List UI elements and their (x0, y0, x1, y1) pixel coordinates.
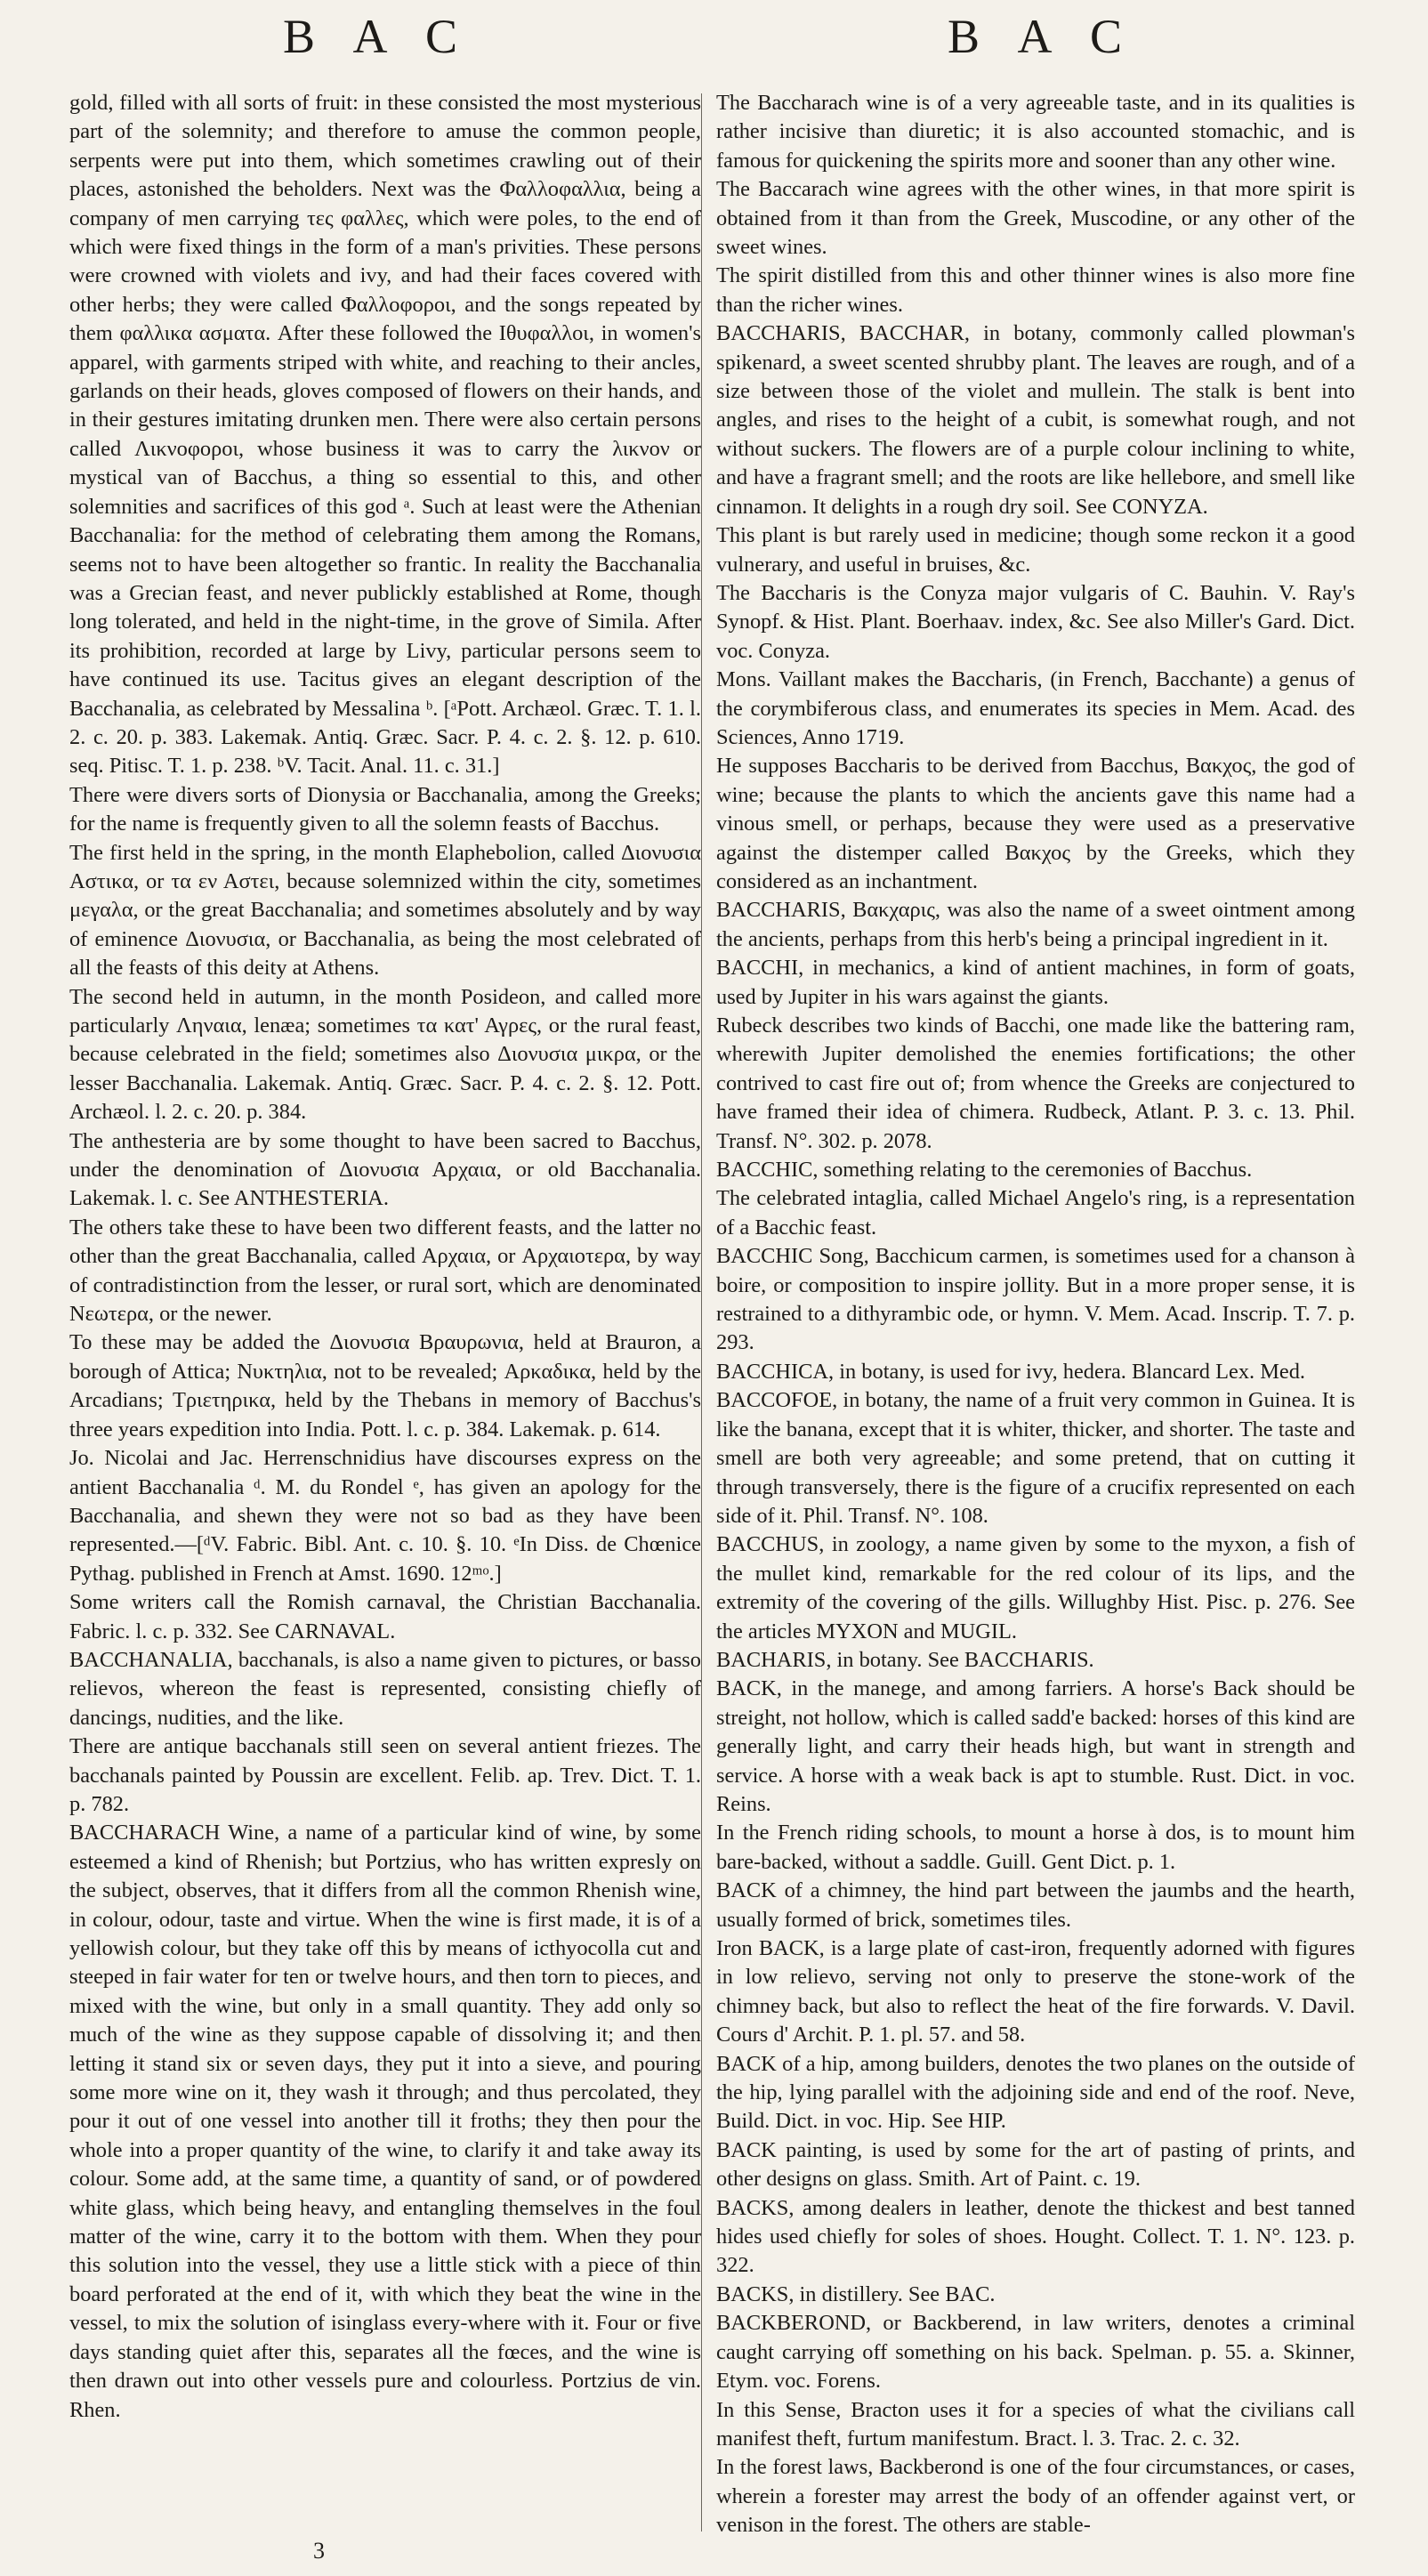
entry-paragraph: The Baccharach wine is of a very agreeable taste, and in its qualities is rather incisive than diuretic; it is also accounted stomachic, and is famous for quickening the spirits more and sooner than any other wine. (716, 91, 1355, 173)
entry-paragraph: BACCHIC Song, Bacchicum carmen, is sometimes used for a chanson à boire, or composition to inspire jollity. But in a more proper sense, it is restrained to a dithyrambic ode, or hymn. V. Mem. Acad. Inscrip. T. 7. p. 293. (716, 1244, 1355, 1355)
entry-paragraph: BACCHANALIA, bacchanals, is also a name given to pictures, or basso relievos, whereon the feast is represented, consisting chiefly of dancings, nudities, and the like. (69, 1647, 701, 1730)
entry-paragraph: BACCHI, in mechanics, a kind of antient machines, in form of goats, used by Jupiter in his wars against the giants. (716, 956, 1355, 1009)
entry-paragraph: This plant is but rarely used in medicine; though some reckon it a good vulnerary, and useful in bruises, &c. (716, 523, 1355, 577)
entry-paragraph: To these may be added the Διονυσια Βραυρωνια, held at Brauron, a borough of Attica; Νυκτηλια, not to be revealed; Αρκαδικα, held by the Arcadians; Τριετηρικα, held by the Thebans in memory of Bacchus's three years expedition into India. Pott. l. c. p. 384. Lakemak. p. 614. (69, 1330, 701, 1441)
right-column (716, 89, 1355, 2540)
entry-paragraph: gold, filled with all sorts of fruit: in these consisted the most mysterious part of the solemnity; and therefore to amuse the common people, serpents were put into them, which sometimes crawling out of their places, astonished the beholders. Next was the Φαλλοφαλλια, being a company of men carrying τες φαλλες, which were poles, to the end of which were fixed things in the form of a man's privities. These persons were crowned with violets and ivy, and had their faces covered with other herbs; they were called Φαλλοφοροι, and the songs repeated by them φαλλικα ασματα. After these followed the Ιθυφαλλοι, in women's apparel, with garments striped with white, and reaching to their ancles, garlands on their heads, gloves composed of flowers on their hands, and in their gestures imitating drunken men. There were also certain persons called Λικνοφοροι, whose business it was to carry the λικνον or mystical van of Bacchus, a thing so essential to this, and other solemnities and sacrifices of this god ᵃ. Such at least were the Athenian Bacchanalia: for the method of celebrating them among the Romans, seems not to have been altogether so frantic. In reality the Bacchanalia was a Grecian feast, and never publickly established at Rome, though long tolerated, and held in the night-time, in the grove of Simila. After its prohibition, recorded at large by Livy, particular persons seem to have continued its use. Tacitus gives an elegant description of the Bacchanalia, as celebrated by Messalina ᵇ. [ᵃPott. Archæol. Græc. T. 1. l. 2. c. 20. p. 383. Lakemak. Antiq. Græc. Sacr. P. 4. c. 2. §. 12. p. 610. seq. Pitisc. T. 1. p. 238. ᵇV. Tacit. Anal. 11. c. 31.] (69, 91, 701, 779)
entry-paragraph: The Baccharis is the Conyza major vulgaris of C. Bauhin. V. Ray's Synopf. & Hist. Plant. Boerhaav. index, &c. See also Miller's Gard. Dict. voc. Conyza. (716, 580, 1355, 663)
entry-paragraph: BACK of a chimney, the hind part between the jaumbs and the hearth, usually formed of brick, sometimes tiles. (716, 1878, 1355, 1932)
entry-paragraph: He supposes Baccharis to be derived from Bacchus, Βακχος, the god of wine; because the plants to which the ancients gave this name had a vinous smell, or perhaps, because they were used as a preservative against the distemper called Βακχος by the Greeks, which they considered as an inchantment. (716, 754, 1355, 893)
entry-paragraph: BACCHARACH Wine, a name of a particular kind of wine, by some esteemed a kind of Rhenish; but Portzius, who has written expresly on the subject, observes, that it differs from all the common Rhenish wine, in colour, odour, taste and virtue. When the wine is first made, it is of a yellowish colour, but they take off this by means of icthyocolla cut and steeped in fair water for ten or twelve hours, and then torn to pieces, and mixed with the wine, but only in a small quantity. They add only so much of the wine as they suppose capable of dissolving it; and then letting it stand six or seven days, they put it into a sieve, and pouring some more wine on it, they wash it through; and thus percolated, they pour it out of one vessel into another till it froths; they then pour the whole into a proper quantity of the wine, to clarify it and take away its colour. Some add, at the same time, a quantity of sand, or of powdered white glass, which being heavy, and entangling themselves in the foul matter of the wine, carry it to the bottom with them. When they pour this solution into the vessel, they use a little stick with a piece of thin board perforated at the end of it, with which they beat the wine in the vessel, to mix the solution of isinglass every-where with it. Four or five days standing quiet after this, separates all the fœces, and the wine is then drawn out into other vessels pure and colourless. Portzius de vin. Rhen. (69, 1821, 701, 2422)
entry-paragraph: There are antique bacchanals still seen on several antient friezes. The bacchanals painted by Poussin are excellent. Felib. ap. Trev. Dict. T. 1. p. 782. (69, 1734, 701, 1816)
entry-paragraph: BACCHICA, in botany, is used for ivy, hedera. Blancard Lex. Med. (716, 1359, 1306, 1384)
column-divider (701, 93, 702, 2532)
entry-paragraph: BACCHARIS, BACCHAR, in botany, commonly called plowman's spikenard, a sweet scented shrubby plant. The leaves are rough, and of a size between those of the violet and mullein. The stalk is bent into angles, and rises to the height of a cubit, is somewhat rough, and not without suckers. The flowers are of a purple colour inclining to white, and have a fragrant smell; and the roots are like hellebore, and smell like cinnamon. It delights in a rough dry soil. See CONYZA. (716, 321, 1355, 519)
entry-paragraph: In the forest laws, Backberond is one of the four circumstances, or cases, wherein a forester may arrest the body of an offender against vert, or venison in the forest. The others are stable- (716, 2455, 1355, 2538)
entry-paragraph: BACKBEROND, or Backberend, in law writers, denotes a criminal caught carrying off something on his back. Spelman. p. 55. a. Skinner, Etym. voc. Forens. (716, 2311, 1355, 2394)
entry-paragraph: BACCOFOE, in botany, the name of a fruit very common in Guinea. It is like the banana, except that it is whiter, thicker, and shorter. The taste and smell are both very agreeable; and some pretend, that on cutting it through transversely, there is the figure of a crucifix represented on each side of it. Phil. Transf. N°. 108. (716, 1388, 1355, 1528)
entry-paragraph: There were divers sorts of Dionysia or Bacchanalia, among the Greeks; for the name is frequently given to all the solemn feasts of Bacchus. (69, 782, 701, 836)
entry-paragraph: The others take these to have been two different feasts, and the latter no other than the great Bacchanalia, called Αρχαια, or Αρχαιοτερα, by way of contradistinction from the lesser, or rural sort, which are denominated Νεωτερα, or the newer. (69, 1215, 701, 1327)
entry-paragraph: BACCHARIS, Βακχαρις, was also the name of a sweet ointment among the ancients, perhaps from this herb's being a principal ingredient in it. (716, 898, 1355, 951)
entry-paragraph: The celebrated intaglia, called Michael Angelo's ring, is a representation of a Bacchic feast. (716, 1186, 1355, 1240)
entry-paragraph: BACK of a hip, among builders, denotes the two planes on the outside of the hip, lying parallel with the adjoining side and end of the roof. Neve, Build. Dict. in voc. Hip. See HIP. (716, 2051, 1355, 2134)
running-head-left: B A C (283, 10, 472, 63)
entry-paragraph: Iron BACK, is a large plate of cast-iron, frequently adorned with figures in low relievo, serving not only to preserve the stone-work of the chimney back, but also to reflect the heat of the fire forwards. V. Davil. Cours d' Archit. P. 1. pl. 57. and 58. (716, 1936, 1355, 2047)
entry-paragraph: In the French riding schools, to mount a horse à dos, is to mount him bare-backed, without a saddle. Guill. Gent Dict. p. 1. (716, 1821, 1355, 1874)
entry-paragraph: The Baccarach wine agrees with the other wines, in that more spirit is obtained from it than from the Greek, Muscodine, or any other of the sweet wines. (716, 177, 1355, 260)
entry-paragraph: Rubeck describes two kinds of Bacchi, one made like the battering ram, wherewith Jupiter demolished the enemies fortifications; the other contrived to cast fire out of; from whence the Greeks are conjectured to have framed their idea of chimera. Rudbeck, Atlant. P. 3. c. 13. Phil. Transf. N°. 302. p. 2078. (716, 1013, 1355, 1153)
running-head-right: B A C (948, 10, 1137, 63)
entry-paragraph: Mons. Vaillant makes the Baccharis, (in French, Bacchante) a genus of the corymbiferous class, and enumerates its species in Mem. Acad. des Sciences, Anno 1719. (716, 667, 1355, 749)
entry-paragraph: The first held in the spring, in the month Elaphebolion, called Διονυσια Αστικα, or τα εν Αστει, because solemnized within the city, sometimes μεγαλα, or the great Bacchanalia; and sometimes absolutely and by way of eminence Διονυσια, or Bacchanalia, as being the most celebrated of all the feasts of this deity at Athens. (69, 840, 701, 981)
entry-paragraph: The spirit distilled from this and other thinner wines is also more fine than the richer wines. (716, 263, 1355, 317)
entry-paragraph: The anthesteria are by some thought to have been sacred to Bacchus, under the denomination of Διονυσια Αρχαια, or old Bacchanalia. Lakemak. l. c. See ANTHESTERIA. (69, 1128, 701, 1211)
entry-paragraph: In this Sense, Bracton uses it for a species of what the civilians call manifest theft, furtum manifestum. Bract. l. 3. Trac. 2. c. 32. (716, 2397, 1355, 2451)
entry-paragraph: BACHARIS, in botany. See BACCHARIS. (716, 1647, 1094, 1672)
entry-paragraph: Jo. Nicolai and Jac. Herrenschnidius have discourses express on the antient Bacchanalia ᵈ. M. du Rondel ᵉ, has given an apology for the Bacchanalia, and shewn they were not so bad as they have been represented.—[ᵈV. Fabric. Bibl. Ant. c. 10. §. 10. ᵉIn Diss. de Chœnice Pythag. published in French at Amst. 1690. 12ᵐᵒ.] (69, 1446, 701, 1586)
entry-paragraph: BACKS, among dealers in leather, denote the thickest and best tanned hides used chiefly for soles of shoes. Hought. Collect. T. 1. N°. 123. p. 322. (716, 2195, 1355, 2278)
entry-paragraph: BACK painting, is used by some for the art of pasting of prints, and other designs on glass. Smith. Art of Paint. c. 19. (716, 2137, 1355, 2192)
entry-paragraph: BACCHUS, in zoology, a name given by some to the myxon, a fish of the mullet kind, remarkable for the red colour of its lips, and the extremity of the covering of the gills. Willughby Hist. Pisc. p. 276. See the articles MYXON and MUGIL. (716, 1532, 1355, 1643)
entry-paragraph: BACK, in the manege, and among farriers. A horse's Back should be streight, not hollow, which is called sadd'e backed: horses of this kind are generally light, and carry their heads high, but want in strength and service. A horse with a weak back is apt to stumble. Rust. Dict. in voc. Reins. (716, 1676, 1355, 1816)
page-number: 3 (313, 2538, 325, 2564)
entry-paragraph: Some writers call the Romish carnaval, the Christian Bacchanalia. Fabric. l. c. p. 332. See CARNAVAL. (69, 1590, 701, 1643)
entry-paragraph: BACCHIC, something relating to the ceremonies of Bacchus. (716, 1158, 1253, 1183)
entry-paragraph: BACKS, in distillery. See BAC. (716, 2281, 996, 2306)
left-column (69, 89, 701, 2425)
entry-paragraph: The second held in autumn, in the month Posideon, and called more particularly Ληναια, lenæa; sometimes τα κατ' Αγρες, or the rural feast, because celebrated in the field; sometimes also Διονυσια μικρα, or the lesser Bacchanalia. Lakemak. Antiq. Græc. Sacr. P. 4. c. 2. §. 12. Pott. Archæol. l. 2. c. 20. p. 384. (69, 984, 701, 1125)
